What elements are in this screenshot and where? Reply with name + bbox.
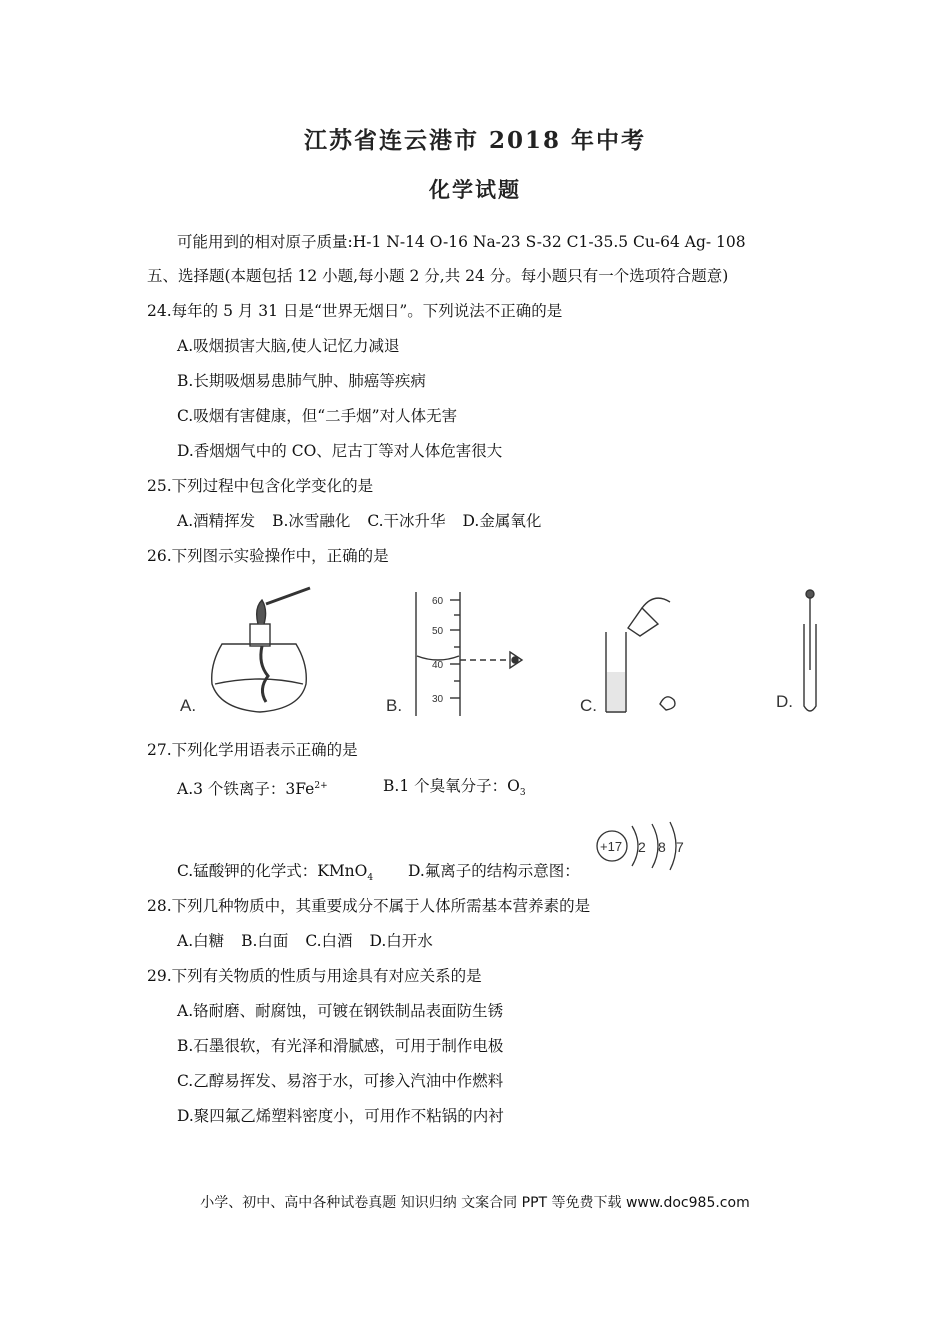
q29-option-c: C.乙醇易挥发、易溶于水，可掺入汽油中作燃料 xyxy=(177,1072,504,1090)
cylinder-tick-60: 60 xyxy=(432,596,444,607)
pouring-liquid-illustration xyxy=(580,598,675,715)
q28-option-d: D.白开水 xyxy=(369,932,433,950)
q24-option-a: A.吸烟损害大脑,使人记忆力减退 xyxy=(177,337,400,355)
q27-option-a: A.3 个铁离子：$3Fe^{2+}$ xyxy=(177,780,328,799)
q29-option-d: D.聚四氟乙烯塑料密度小，可用作不粘锅的内衬 xyxy=(177,1107,504,1125)
q29-option-b: B.石墨很软，有光泽和滑腻感，可用于制作电极 xyxy=(177,1037,504,1055)
q25-options xyxy=(177,511,541,531)
atomic-masses: 可能用到的相对原子质量:H-1 N-14 O-16 Na-23 S-32 C1-35.5 Cu-64 Ag- 108 xyxy=(177,233,746,251)
footer-text: 小学、初中、高中各种试卷真题 知识归纳 文案合同 PPT 等免费下载 www.doc985.com xyxy=(200,1195,750,1211)
q25-option-b: B.冰雪融化 xyxy=(272,512,351,530)
shell-1-electrons: 2 xyxy=(638,839,646,855)
exam-subtitle: 化学试题 xyxy=(429,177,521,202)
cylinder-tick-40: 40 xyxy=(432,660,444,671)
atom-structure-diagram xyxy=(592,818,692,876)
q26-figure xyxy=(170,584,850,724)
q25-option-d: D.金属氧化 xyxy=(462,512,542,530)
q25-option-c: C.干冰升华 xyxy=(367,512,446,530)
q28-option-c: C.白酒 xyxy=(305,932,353,950)
q24-stem: 24.每年的 5 月 31 日是“世界无烟日”。下列说法不正确的是 xyxy=(147,302,563,320)
shell-3-electrons: 7 xyxy=(676,839,684,855)
q29-option-a: A.铬耐磨、耐腐蚀，可镀在钢铁制品表面防生锈 xyxy=(177,1002,504,1020)
q25-option-a: A.酒精挥发 xyxy=(177,512,256,530)
q28-option-a: A.白糖 xyxy=(177,932,225,950)
q26-stem: 26.下列图示实验操作中，正确的是 xyxy=(147,547,389,565)
q24-option-c: C.吸烟有害健康，但“二手烟”对人体无害 xyxy=(177,407,458,425)
test-tube-dropper-illustration xyxy=(776,590,816,711)
q29-stem: 29.下列有关物质的性质与用途具有对应关系的是 xyxy=(147,967,482,985)
q28-options xyxy=(177,931,433,951)
fig-label-d: D. xyxy=(776,692,793,711)
q24-option-b: B.长期吸烟易患肺气肿、肺癌等疾病 xyxy=(177,372,426,390)
q24-option-d: D.香烟烟气中的 CO、尼古丁等对人体危害很大 xyxy=(177,442,503,460)
cylinder-tick-30: 30 xyxy=(432,694,444,705)
fig-label-b: B. xyxy=(386,696,403,715)
exam-title: 江苏省连云港市 2018 年中考 xyxy=(303,127,647,154)
graduated-cylinder-illustration xyxy=(386,592,522,716)
fig-label-a: A. xyxy=(180,696,197,715)
q27-option-c: C.锰酸钾的化学式：KMnO$_4$ xyxy=(177,862,374,884)
nucleus-label: +17 xyxy=(600,839,623,854)
q28-option-b: B.白面 xyxy=(241,932,289,950)
section-heading: 五、选择题(本题包括 12 小题,每小题 2 分,共 24 分。每小题只有一个选项符合题意) xyxy=(147,267,729,285)
q27-stem: 27.下列化学用语表示正确的是 xyxy=(147,741,358,759)
fig-label-c: C. xyxy=(580,696,597,715)
q27-option-b: B.1 个臭氧分子：$O_3$ xyxy=(383,777,526,799)
q27-option-d: D.氟离子的结构示意图： xyxy=(408,862,580,880)
alcohol-lamp-illustration xyxy=(180,588,310,715)
shell-2-electrons: 8 xyxy=(658,839,666,855)
q28-stem: 28.下列几种物质中，其重要成分不属于人体所需基本营养素的是 xyxy=(147,897,591,915)
cylinder-tick-50: 50 xyxy=(432,626,444,637)
q25-stem: 25.下列过程中包含化学变化的是 xyxy=(147,477,374,495)
